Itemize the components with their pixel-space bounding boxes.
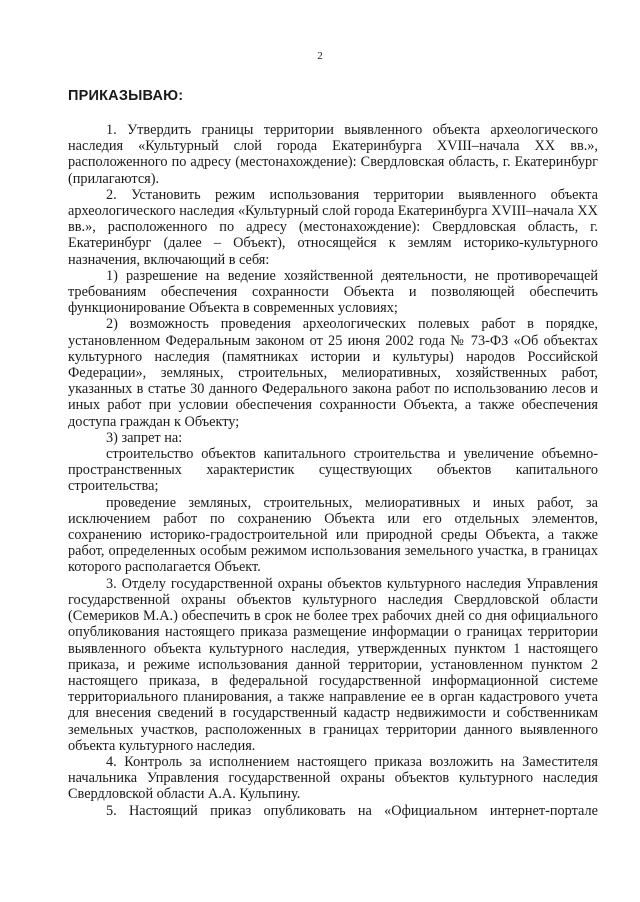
prohibition-construction: строительство объектов капитального строительства и увеличение объемно-пространственных характеристик существующих объектов капитального строительства;	[68, 446, 598, 495]
paragraph-item-4: 4. Контроль за исполнением настоящего приказа возложить на Заместителя начальника Управления государственной охраны объектов культурного наследия Свердловской области А.А. Кульпину.	[68, 753, 598, 803]
paragraph-item-1: 1. Утвердить границы территории выявленного объекта археологического наследия «Культурный слой города Екатеринбурга XVIII–начала XX вв.», расположенного по адресу (местонахождение): Свердловская область, г. Екатеринбург (прилагаются).	[68, 122, 598, 187]
subitem-3: 3) запрет на:	[106, 429, 183, 446]
paragraph-item-2: 2. Установить режим использования территории выявленного объекта археологического наследия «Культурный слой города Екатеринбурга XVIII–начала XX вв.», расположенного по адресу (местонахождение): Свердловская область, г. Екатеринбург (далее – Объект), относящейся к землям историко-культурного назначения, включающий в себя:	[68, 186, 598, 268]
order-heading: ПРИКАЗЫВАЮ:	[68, 88, 184, 104]
paragraph-item-5: 5. Настоящий приказ опубликовать на «Официальном интернет-портале	[106, 802, 598, 819]
subitem-1: 1) разрешение на ведение хозяйственной деятельности, не противоречащей требованиям обеспечения сохранности Объекта и позволяющей обеспечить функционирование Объекта в современных условиях;	[68, 267, 598, 317]
page-number: 2	[317, 50, 323, 62]
paragraph-item-3: 3. Отделу государственной охраны объектов культурного наследия Управления государственной охраны объектов культурного наследия Свердловской области (Семериков М.А.) обеспечить в срок не более трех рабочих дней со дня официального опубликования настоящего приказа размещение информации о границах территории выявленного объекта культурного наследия, утвержденных пунктом 1 настоящего приказа, и режиме использования данной территории, установленном пунктом 2 настоящего приказа, в федеральной государственной информационной системе территориального планирования, а также направление ее в орган кадастрового учета для внесения сведений в государственный кадастр недвижимости и собственникам земельных участков, расположенных в границах территории данного выявленного объекта культурного наследия.	[68, 575, 598, 754]
document-body	[68, 122, 598, 819]
prohibition-works: проведение земляных, строительных, мелиоративных и иных работ, за исключением работ по сохранению Объекта или его отдельных элементов, сохранению историко-градостроительной или природной среды Объекта, а также работ, определенных особым режимом использования земельного участка, в границах которого располагается Объект.	[68, 494, 598, 576]
subitem-2: 2) возможность проведения археологических полевых работ в порядке, установленном Федеральным законом от 25 июня 2002 года № 73-ФЗ «Об объектах культурного наследия (памятниках истории и культуры) народов Российской Федерации», земляных, строительных, мелиоративных, хозяйственных работ, указанных в статье 30 данного Федерального закона работ по использованию лесов и иных работ при условии обеспечения сохранности Объекта, а также обеспечения доступа граждан к Объекту;	[68, 316, 598, 430]
